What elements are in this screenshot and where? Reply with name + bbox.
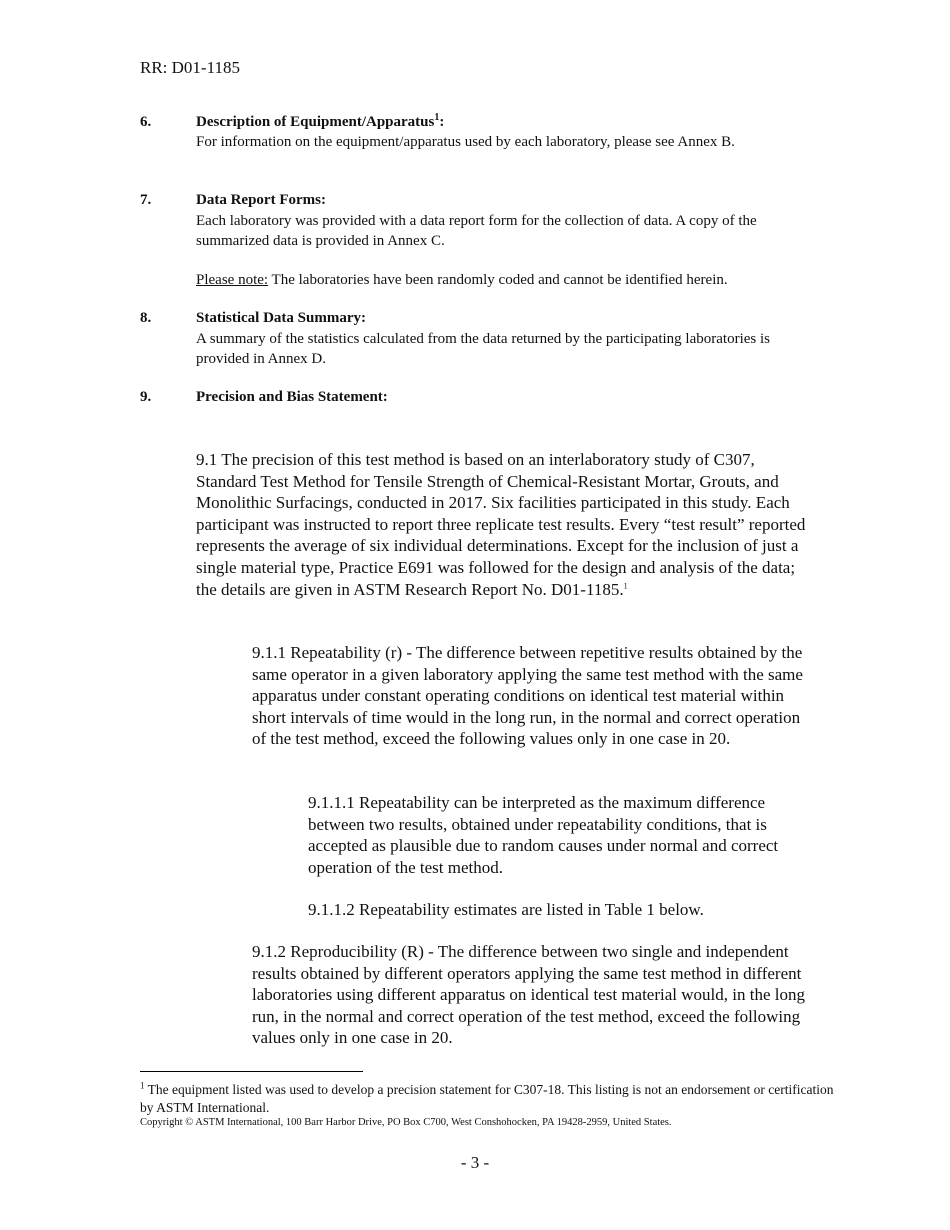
section-8-title: Statistical Data Summary: <box>196 310 366 326</box>
section-6-number: 6. <box>140 114 152 130</box>
footnote: $^1$ The equipment listed was used to develop a precision statement for C307-18. This listing is not an endorsement or certification by ASTM International. <box>140 1080 834 1115</box>
section-6-title: Description of Equipment/Apparatus$^1$: <box>196 112 445 130</box>
document-header: RR: D01-1185 <box>140 58 240 77</box>
section-7-number: 7. <box>140 192 152 208</box>
paragraph-9-1-1-1: 9.1.1.1 Repeatability can be interpreted as the maximum difference between two results, obtained under repeatability conditions, that is accepted as plausible due to random causes under normal and correct operation of the test method. <box>308 793 779 877</box>
copyright-notice: Copyright © ASTM International, 100 Barr Harbor Drive, PO Box C700, West Conshohocken, PA 19428-2959, United States. <box>140 1117 672 1128</box>
section-7-text: Each laboratory was provided with a data report form for the collection of data. A copy of the summarized data is provided in Annex C. <box>196 213 757 249</box>
footnote-ref: 1 <box>434 112 440 123</box>
page-number: - 3 - <box>460 1153 490 1172</box>
section-8-text: A summary of the statistics calculated from the data returned by the participating laboratories is provided in Annex D. <box>196 331 770 367</box>
paragraph-9-1-1: 9.1.1 Repeatability (r) - The difference between repetitive results obtained by the same operator in a given laboratory applying the same test method with the same apparatus under constant operating conditions on identical test material within short intervals of time would in the long run, in the normal and correct operation of the test method, exceed the following values only in one case in 20. <box>252 643 803 749</box>
section-6-text: For information on the equipment/apparatus used by each laboratory, please see Annex B. <box>196 134 735 150</box>
section-9-title: Precision and Bias Statement: <box>196 389 388 405</box>
section-9-number: 9. <box>140 389 152 405</box>
note-label: Please note: <box>196 272 269 288</box>
paragraph-9-1: 9.1 The precision of this test method is based on an interlaboratory study of C307, Standard Test Method for Tensile Strength of Chemical-Resistant Mortar, Grouts, and Monolithic Surfacings, conducted in 2017. Six facilities participated in this study. Each participant was instructed to report three replicate test results. Every “test result” reported represents the average of six individual determinations. Except for the inclusion of just a single material type, Practice E691 was followed for the design and analysis of the data; the details are given in ASTM Research Report No. D01-1185.$^1$ <box>196 450 806 599</box>
footnote-separator <box>140 1071 363 1072</box>
footnote-ref: 1 <box>623 580 628 590</box>
section-7-title: Data Report Forms: <box>196 192 326 208</box>
paragraph-9-1-1-2: 9.1.1.2 Repeatability estimates are listed in Table 1 below. <box>308 900 704 919</box>
section-7-note: Please note: The laboratories have been randomly coded and cannot be identified herein. <box>196 272 728 288</box>
paragraph-9-1-2: 9.1.2 Reproducibility (R) - The difference between two single and independent results obtained by different operators applying the same test method in different laboratories using different apparatus on identical test material would, in the long run, in the normal and correct operation of the test method, exceed the following values only in one case in 20. <box>252 942 805 1048</box>
section-8-number: 8. <box>140 310 152 326</box>
